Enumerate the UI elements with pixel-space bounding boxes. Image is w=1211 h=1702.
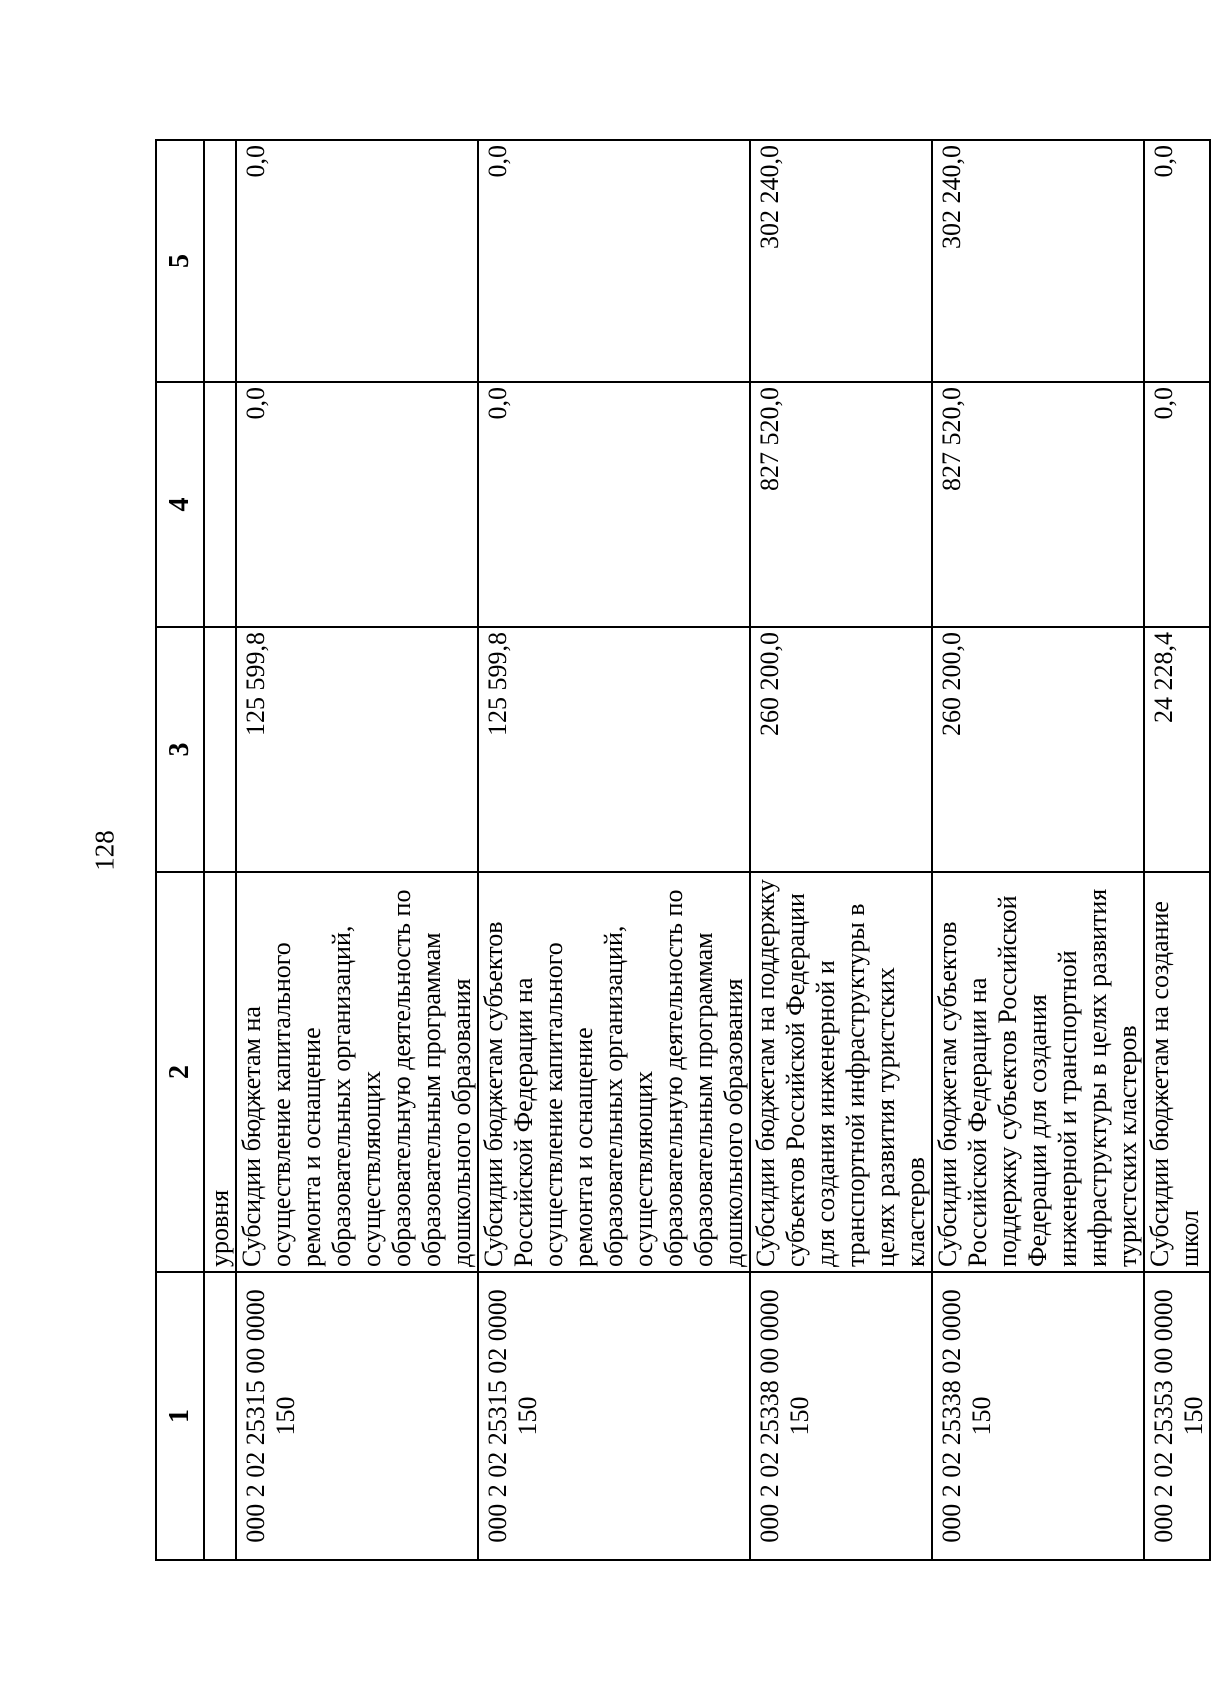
column-header: 4	[156, 382, 204, 627]
value-col3: 24 228,4	[1144, 627, 1210, 872]
value-col5: 0,0	[236, 140, 478, 382]
value-col3: 260 200,0	[932, 627, 1144, 872]
value-col3: 260 200,0	[750, 627, 932, 872]
value-col4: 827 520,0	[932, 382, 1144, 627]
header-row	[156, 140, 204, 1560]
value-col5: 0,0	[1144, 140, 1210, 382]
column-header: 2	[156, 872, 204, 1272]
table-row	[750, 140, 932, 1560]
row-description: Субсидии бюджетам субъектов Российской Федерации на осуществление капитального ремонта и оснащение образовательных организаций, осуществляющих образовательную деятельность по образовательным программам дошкольного образования	[478, 872, 750, 1272]
value-col3: 125 599,8	[236, 627, 478, 872]
continuation-row	[204, 140, 236, 1560]
value-col3: 125 599,8	[478, 627, 750, 872]
row-description: Субсидии бюджетам на создание школ	[1144, 872, 1210, 1272]
table-row	[1144, 140, 1210, 1560]
value-col4: 0,0	[478, 382, 750, 627]
budget-code: 000 2 02 25353 00 0000 150	[1144, 1272, 1210, 1560]
value-col4: 0,0	[1144, 382, 1210, 627]
value-col5: 302 240,0	[932, 140, 1144, 382]
rotated-page-content	[155, 141, 1208, 1561]
value-col5: 0,0	[478, 140, 750, 382]
row-description: Субсидии бюджетам на поддержку субъектов Российской Федерации для создания инженерной и транспортной инфраструктуры в целях развития туристских кластеров	[750, 872, 932, 1272]
row-description: Субсидии бюджетам субъектов Российской Федерации на поддержку субъектов Российской Федерации для создания инженерной и транспортной инфраструктуры в целях развития туристских кластеров	[932, 872, 1144, 1272]
table-row	[236, 140, 478, 1560]
budget-code: 000 2 02 25315 00 0000 150	[236, 1272, 478, 1560]
continuation-text: уровня	[204, 872, 236, 1272]
column-header: 1	[156, 1272, 204, 1560]
value-col5: 302 240,0	[750, 140, 932, 382]
value-col4: 827 520,0	[750, 382, 932, 627]
column-header: 5	[156, 140, 204, 382]
budget-code: 000 2 02 25338 02 0000 150	[932, 1272, 1144, 1560]
page-number: 128	[89, 830, 120, 871]
budget-table	[155, 139, 1211, 1561]
budget-code: 000 2 02 25338 00 0000 150	[750, 1272, 932, 1560]
table-row	[932, 140, 1144, 1560]
row-description: Субсидии бюджетам на осуществление капитального ремонта и оснащение образовательных организаций, осуществляющих образовательную деятельность по образовательным программам дошкольного образования	[236, 872, 478, 1272]
column-header: 3	[156, 627, 204, 872]
value-col4: 0,0	[236, 382, 478, 627]
table-row	[478, 140, 750, 1560]
budget-code: 000 2 02 25315 02 0000 150	[478, 1272, 750, 1560]
